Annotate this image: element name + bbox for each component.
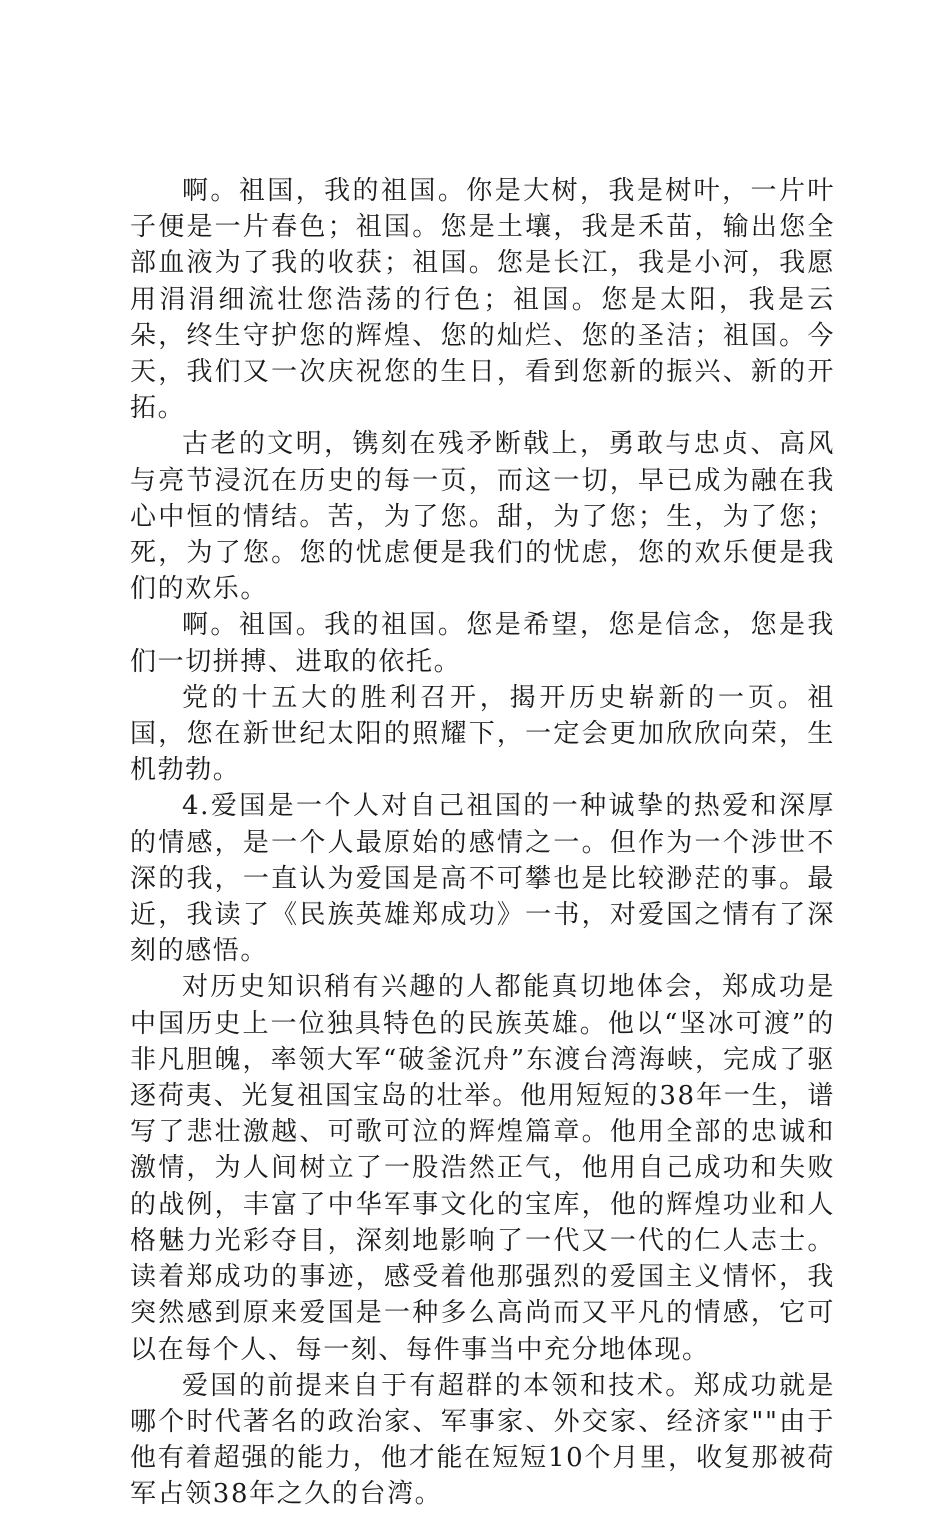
paragraph-5: 4.爱国是一个人对自己祖国的一种诚挚的热爱和深厚的情感，是一个人最原始的感情之一。但作为一个涉世不深的我，一直认为爱国是高不可攀也是比较渺茫的事。最近，我读了《民族英雄郑成功》一书，对爱国之情有了深刻的感悟。 xyxy=(130,791,835,967)
paragraph-6: 对历史知识稍有兴趣的人都能真切地体会，郑成功是中国历史上一位独具特色的民族英雄。他以“坚冰可渡”的非凡胆魄，率领大军“破釜沉舟”东渡台湾海峡，完成了驱逐荷夷、光复祖国宝岛的壮举。他用短短的38年一生，谱写了悲壮激越、可歌可泣的辉煌篇章。他用全部的忠诚和激情，为人间树立了一股浩然正气，他用自己成功和失败的战例，丰富了中华军事文化的宝库，他的辉煌功业和人格魅力光彩夺目，深刻地影响了一代又一代的仁人志士。读着郑成功的事迹，感受着他那强烈的爱国主义情怀，我突然感到原来爱国是一种多么高尚而又平凡的情感，它可以在每个人、每一刻、每件事当中充分地体现。 xyxy=(130,972,835,1365)
paragraph-7: 爱国的前提来自于有超群的本领和技术。郑成功就是哪个时代著名的政治家、军事家、外交家、经济家""由于他有着超强的能力，他才能在短短10个月里，收复那被荷军占领38年之久的台湾。 xyxy=(130,1370,835,1510)
paragraph-2: 古老的文明，镌刻在残矛断戟上，勇敢与忠贞、高风与亮节浸沉在历史的每一页，而这一切，早已成为融在我心中恒的情结。苦，为了您。甜，为了您；生，为了您；死，为了您。您的忧虑便是我们的忧虑，您的欢乐便是我们的欢乐。 xyxy=(130,429,835,605)
paragraph-4: 党的十五大的胜利召开，揭开历史崭新的一页。祖国，您在新世纪太阳的照耀下，一定会更加欣欣向荣，生机勃勃。 xyxy=(130,682,835,786)
paragraph-3: 啊。祖国。我的祖国。您是希望，您是信念，您是我们一切拼搏、进取的依托。 xyxy=(130,610,835,677)
paragraph-1: 啊。祖国，我的祖国。你是大树，我是树叶，一片叶子便是一片春色；祖国。您是土壤，我是禾苗，输出您全部血液为了我的收获；祖国。您是长江，我是小河，我愿用涓涓细流壮您浩荡的行色；祖国。您是太阳，我是云朵，终生守护您的辉煌、您的灿烂、您的圣洁；祖国。今天，我们又一次庆祝您的生日，看到您新的振兴、新的开拓。 xyxy=(130,176,835,424)
document-body xyxy=(130,173,835,1513)
